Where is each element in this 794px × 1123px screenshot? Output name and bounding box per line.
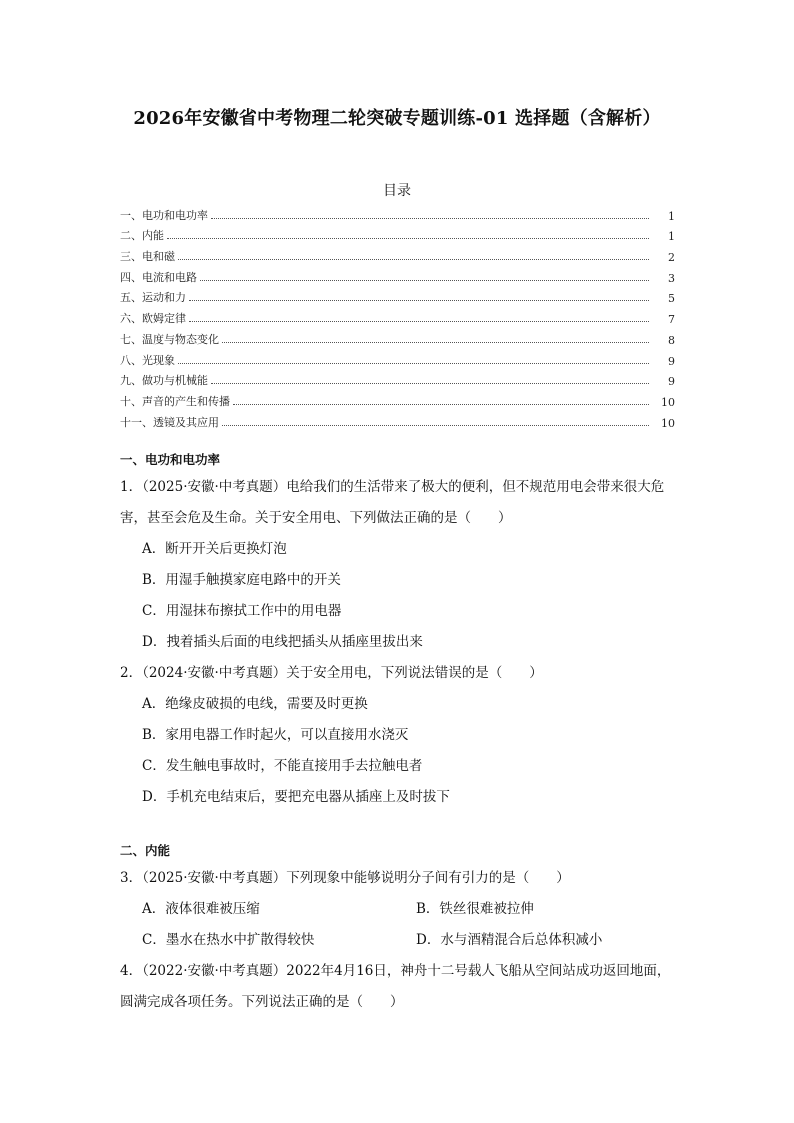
option-c: C．发生触电事故时，不能直接用手去拉触电者 <box>142 758 423 774</box>
question-2 <box>120 658 680 813</box>
toc-entry-label: 四、电流和电路 <box>120 270 197 284</box>
toc-entry-page: 7 <box>668 313 675 327</box>
document-title: 2026年安徽省中考物理二轮突破专题训练-01 选择题（含解析） <box>133 108 661 129</box>
option-d: D．拽着插头后面的电线把插头从插座里拔出来 <box>142 634 423 650</box>
toc-entry[interactable] <box>120 326 675 347</box>
toc-entry[interactable] <box>120 264 675 285</box>
toc-leader-dots <box>222 342 649 343</box>
toc-leader-dots <box>189 300 649 301</box>
toc-entry[interactable] <box>120 243 675 264</box>
question-4 <box>120 956 680 1018</box>
option-d: D．水与酒精混合后总体积减小 <box>416 932 603 948</box>
question-stem: 4．（2022·安徽·中考真题）2022年4月16日，神舟十二号载人飞船从空间站成功返回地面，圆满完成各项任务。下列说法正确的是（ ） <box>120 963 671 1010</box>
toc-entry-page: 9 <box>668 375 675 389</box>
question-stem: 2．（2024·安徽·中考真题）关于安全用电，下列说法错误的是（ ） <box>120 665 543 681</box>
toc-leader-dots <box>211 383 649 384</box>
option-b: B．用湿手触摸家庭电路中的开关 <box>142 572 341 588</box>
option-row <box>120 925 680 956</box>
toc-leader-dots <box>178 259 649 260</box>
toc-leader-dots <box>189 321 649 322</box>
option-b: B．家用电器工作时起火，可以直接用水浇灭 <box>142 727 409 743</box>
toc-entry-label: 九、做功与机械能 <box>120 374 208 388</box>
toc-entry-label: 七、温度与物态变化 <box>120 332 219 346</box>
option-c: C．墨水在热水中扩散得较快 <box>142 932 315 948</box>
toc-entry-page: 1 <box>668 209 675 223</box>
option-b: B．铁丝很难被拉伸 <box>416 901 534 917</box>
toc-entry-page: 3 <box>668 271 675 285</box>
toc-leader-dots <box>200 280 649 281</box>
question-1 <box>120 472 680 658</box>
toc-entry[interactable] <box>120 347 675 368</box>
section-gap <box>120 813 680 839</box>
toc-entry-label: 二、内能 <box>120 229 164 243</box>
section-heading: 二、内能 <box>120 843 171 858</box>
option-a: A．液体很难被压缩 <box>142 901 260 917</box>
option-a: A．断开开关后更换灯泡 <box>142 541 287 557</box>
toc-entry-label: 十一、透镜及其应用 <box>120 415 219 429</box>
table-of-contents <box>120 202 675 430</box>
toc-entry-page: 1 <box>668 230 675 244</box>
toc-entry[interactable] <box>120 388 675 409</box>
toc-entry[interactable] <box>120 409 675 430</box>
toc-entry-label: 八、光现象 <box>120 353 175 367</box>
questions-content <box>120 448 680 1018</box>
toc-leader-dots <box>167 238 649 239</box>
section-heading: 一、电功和电功率 <box>120 452 221 467</box>
toc-entry-label: 三、电和磁 <box>120 250 175 264</box>
option-a: A．绝缘皮破损的电线，需要及时更换 <box>142 696 368 712</box>
toc-heading: 目录 <box>383 183 411 199</box>
question-stem: 3．（2025·安徽·中考真题）下列现象中能够说明分子间有引力的是（ ） <box>120 870 570 886</box>
toc-entry[interactable] <box>120 368 675 389</box>
toc-entry-page: 5 <box>668 292 675 306</box>
toc-leader-dots <box>222 425 649 426</box>
toc-leader-dots <box>233 404 649 405</box>
toc-entry-label: 十、声音的产生和传播 <box>120 394 230 408</box>
toc-leader-dots <box>178 363 649 364</box>
toc-entry[interactable] <box>120 285 675 306</box>
toc-entry-label: 六、欧姆定律 <box>120 312 186 326</box>
toc-entry-page: 8 <box>668 333 675 347</box>
toc-entry-page: 10 <box>661 416 675 430</box>
toc-leader-dots <box>211 218 649 219</box>
toc-entry-page: 2 <box>668 251 675 265</box>
toc-entry-page: 10 <box>661 395 675 409</box>
toc-entry-label: 一、电功和电功率 <box>120 208 208 222</box>
option-row <box>120 894 680 925</box>
option-d: D．手机充电结束后，要把充电器从插座上及时拔下 <box>142 789 450 805</box>
toc-entry[interactable] <box>120 223 675 244</box>
toc-entry[interactable] <box>120 305 675 326</box>
toc-entry-label: 五、运动和力 <box>120 291 186 305</box>
toc-entry-page: 9 <box>668 354 675 368</box>
toc-entry[interactable] <box>120 202 675 223</box>
question-stem: 1．（2025·安徽·中考真题）电给我们的生活带来了极大的便利，但不规范用电会带来很大危害，甚至会危及生命。关于安全用电、下列做法正确的是（ ） <box>120 479 665 526</box>
option-c: C．用湿抹布擦拭工作中的用电器 <box>142 603 342 619</box>
question-3 <box>120 863 680 956</box>
